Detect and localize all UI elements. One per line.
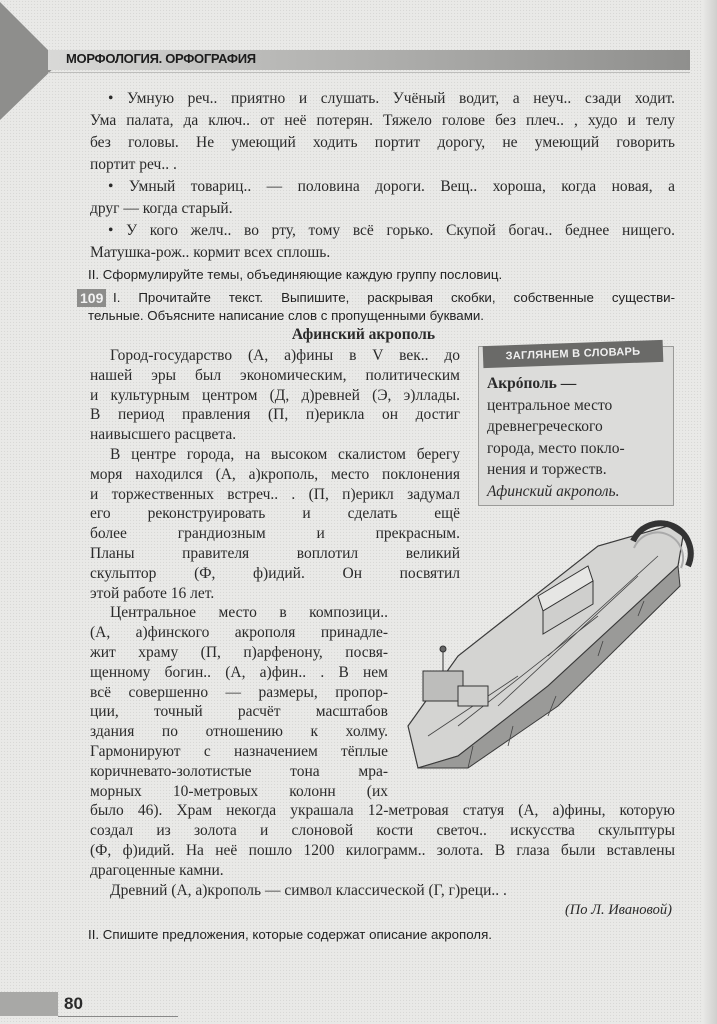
page-number-block <box>0 992 58 1016</box>
text-line: жит храму (П, п)арфенону, посвя- <box>90 644 388 661</box>
exercise-number: 109 <box>77 289 106 307</box>
dictionary-line: древнегреческого <box>487 418 603 435</box>
page-edge-shadow <box>703 0 717 1024</box>
text-line: создал из золота и слоновой кости светоч.. искусства скульптуры <box>90 822 675 840</box>
dictionary-header: ЗАГЛЯНЕМ В СЛОВАРЬ <box>483 340 664 368</box>
proverb-line: портит реч.. . <box>90 156 177 173</box>
proverb-line: • У кого желч.. во рту, тому всё горько. Скупой богач.. беднее нищего. <box>108 222 675 239</box>
text-title: Афинский акрополь <box>291 326 436 343</box>
text-line: Город-государство (А, а)фины в V век.. до <box>110 347 460 364</box>
text-line: скульптор (Ф, ф)идий. Он посвятил <box>90 564 460 582</box>
section-header <box>0 42 690 70</box>
task-instruction: II. Сформулируйте темы, объединяющие каждую группу пословиц. <box>88 267 503 282</box>
dictionary-line: нения и торжеств. <box>487 461 607 478</box>
text-line: более грандиозным и прекрасным. <box>90 525 460 543</box>
text-line: щенному богин.. (А, а)фин.. . В нем <box>90 663 388 681</box>
text-line: всё совершенно — размеры, пропор- <box>90 683 388 701</box>
task-instruction: II. Спишите предложения, которые содержат описание акрополя. <box>88 927 492 942</box>
text-line: Центральное место в композици.. <box>110 604 388 622</box>
acropolis-illustration <box>398 506 698 770</box>
proverb-line: Матушка-рож.. кормит всех сплошь. <box>90 244 331 261</box>
page-number: 80 <box>64 994 83 1013</box>
dictionary-body <box>487 373 625 502</box>
dictionary-line: города, место покло- <box>487 439 625 457</box>
proverb-line: Ума палата, да ключ.. от неё потерян. Тяжело голове без плеч.. , худо и телу <box>90 112 675 129</box>
text-line: морных 10-метровых колонн (их <box>90 782 388 800</box>
task-instruction: I. Прочитайте текст. Выпишите, раскрывая скобки, собственные существи- <box>113 290 675 305</box>
text-line: и культурным центром (Д, д)ревней (Э, э)ллады. <box>90 386 460 404</box>
task-instruction: тельные. Объясните написание слов с пропущенными буквами. <box>88 308 484 323</box>
text-line: драгоценные камни. <box>90 861 224 879</box>
proverb-line: друг — когда старый. <box>90 200 233 217</box>
text-line: и торжественных встреч.. . (П, п)ерикл задумал <box>90 485 460 503</box>
text-line: (Ф, ф)идий. На неё пошло 1200 килограмм.. золота. В глаза были вставлены <box>90 842 675 859</box>
header-divider <box>48 72 690 73</box>
section-title: МОРФОЛОГИЯ. ОРФОГРАФИЯ <box>66 51 256 66</box>
text-line: В период правления (П, п)ерикла он достиг <box>90 406 460 424</box>
text-line: Планы правителя воплотил великий <box>90 545 460 562</box>
text-line: моря находился (А, а)крополь, место поклонения <box>90 465 460 483</box>
page-number-underline <box>58 1016 178 1017</box>
text-line: этой работе 16 лет. <box>90 584 215 602</box>
text-line: его реконструировать и сделать ещё <box>90 505 460 523</box>
text-line: здания по отношению к холму. <box>90 723 388 741</box>
text-line: наивысшего расцвета. <box>90 426 237 444</box>
text-line: Гармонируют с назначением тёплые <box>90 743 388 760</box>
text-line: было 46). Храм некогда украшала 12-метровая статуя (А, а)фины, которую <box>90 802 675 820</box>
text-line: коричневато-золотистые тона мра- <box>90 762 388 780</box>
dictionary-line: центральное место <box>487 396 613 414</box>
dictionary-term: Акрóполь — <box>487 375 577 392</box>
proverb-line: без головы. Не умеющий ходить портит дорогу, не умеющий говорить <box>90 134 675 151</box>
text-line: ции, точный расчёт масштабов <box>90 703 388 721</box>
text-line: В центре города, на высоком скалистом берегу <box>110 446 460 463</box>
proverb-line: • Умный товариц.. — половина дороги. Вещ.. хороша, когда новая, а <box>108 178 675 195</box>
text-line: (А, а)финского акрополя принадле- <box>90 624 388 642</box>
source-attribution: (По Л. Ивановой) <box>564 902 672 918</box>
dictionary-example: Афинский акрополь. <box>487 482 620 500</box>
text-line: нашей эры был экономическим, политическим <box>90 366 460 384</box>
proverb-line: • Умную реч.. приятно и слушать. Учёный водит, а неуч.. сзади ходит. <box>108 90 675 107</box>
text-line: Древний (А, а)кр​ополь — символ классической (Г, г)реци.. . <box>110 881 507 899</box>
dictionary-box <box>478 346 674 506</box>
